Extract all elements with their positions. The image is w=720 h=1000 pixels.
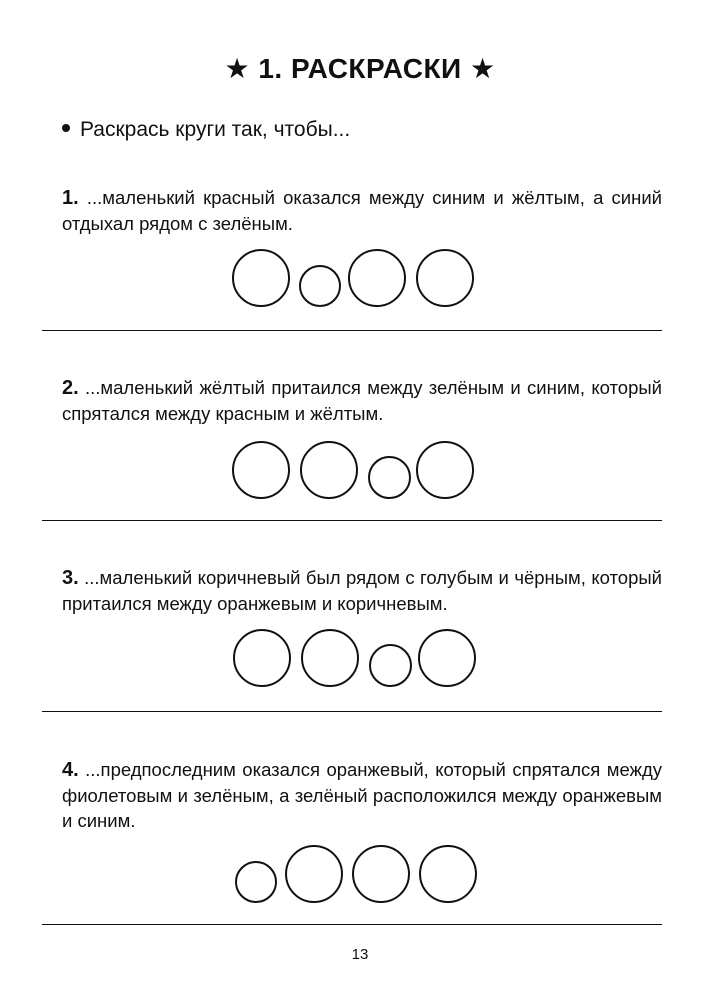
page-title: ★ 1. РАСКРАСКИ ★ bbox=[224, 53, 496, 84]
circle-big[interactable] bbox=[416, 441, 474, 499]
instruction-text: Раскрась круги так, чтобы... bbox=[80, 118, 351, 141]
circle-big[interactable] bbox=[300, 441, 358, 499]
divider-line bbox=[42, 520, 662, 521]
task-3 bbox=[62, 565, 662, 616]
task-number: 4. bbox=[62, 759, 79, 781]
circle-big[interactable] bbox=[301, 629, 359, 687]
task-2 bbox=[62, 375, 662, 426]
task-text: ...предпоследним оказался оранжевый, который спрятался между фиолетовым и зелёным, а зелёный расположился между оранжевым и синим. bbox=[62, 759, 662, 831]
circle-big[interactable] bbox=[232, 441, 290, 499]
divider-line bbox=[42, 711, 662, 712]
circle-big[interactable] bbox=[233, 629, 291, 687]
circle-big[interactable] bbox=[418, 629, 476, 687]
instruction bbox=[62, 118, 350, 142]
circle-small[interactable] bbox=[369, 644, 412, 687]
task-text: ...маленький красный оказался между синим и жёлтым, а синий отдыхал рядом с зелёным. bbox=[62, 187, 662, 234]
circle-row-4 bbox=[0, 843, 720, 913]
circle-big[interactable] bbox=[348, 249, 406, 307]
circle-row-3 bbox=[0, 626, 720, 696]
divider-line bbox=[42, 924, 662, 925]
task-number: 3. bbox=[62, 567, 79, 589]
bullet-icon bbox=[62, 124, 70, 132]
task-1 bbox=[62, 185, 662, 236]
task-number: 2. bbox=[62, 377, 79, 399]
circle-small[interactable] bbox=[299, 265, 341, 307]
circle-big[interactable] bbox=[416, 249, 474, 307]
divider-line bbox=[42, 330, 662, 331]
circle-row-1 bbox=[0, 247, 720, 317]
task-number: 1. bbox=[62, 187, 79, 209]
task-text: ...маленький коричневый был рядом с голубым и чёрным, который притаился между оранжевым и коричневым. bbox=[62, 567, 662, 614]
circle-big[interactable] bbox=[232, 249, 290, 307]
task-text: ...маленький жёлтый притаился между зелёным и синим, который спрятался между красным и жёлтым. bbox=[62, 377, 662, 424]
task-4 bbox=[62, 757, 662, 833]
page-number: 13 bbox=[351, 946, 369, 963]
circle-big[interactable] bbox=[419, 845, 477, 903]
circle-big[interactable] bbox=[352, 845, 410, 903]
circle-row-2 bbox=[0, 437, 720, 507]
circle-small[interactable] bbox=[368, 456, 411, 499]
circle-small[interactable] bbox=[235, 861, 277, 903]
circle-big[interactable] bbox=[285, 845, 343, 903]
